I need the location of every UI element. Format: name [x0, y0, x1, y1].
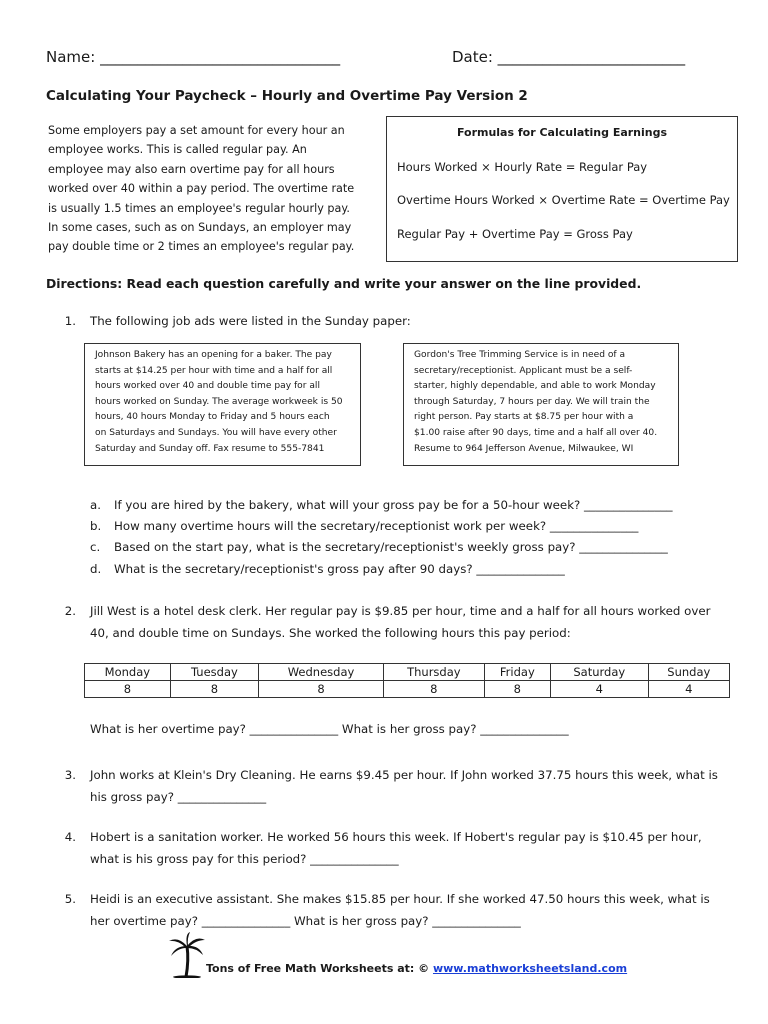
question-text: what is his gross pay for this period? _______________ — [90, 852, 399, 866]
footer-text: Tons of Free Math Worksheets at: © — [206, 962, 430, 975]
formula-gross-pay: Regular Pay + Overtime Pay = Gross Pay — [397, 227, 633, 241]
question-2 — [56, 600, 756, 644]
question-3 — [56, 764, 756, 808]
date-field: Date: _________________________ — [452, 48, 686, 66]
hours-cell: 4 — [550, 681, 648, 698]
hours-cell: 8 — [484, 681, 550, 698]
part-text: Based on the start pay, what is the secretary/receptionist's weekly gross pay? _______________ — [114, 540, 668, 554]
ad-line: starts at $14.25 per hour with time and a half for all — [95, 365, 333, 376]
question-text: The following job ads were listed in the Sunday paper: — [90, 314, 411, 328]
table-row — [85, 681, 730, 698]
day-header: Tuesday — [170, 664, 258, 681]
ad-line: through Saturday, 7 hours per day. We will train the — [414, 396, 650, 407]
question-5 — [56, 888, 756, 932]
palm-tree-icon — [168, 932, 206, 982]
question-text: John works at Klein's Dry Cleaning. He earns $9.45 per hour. If John worked 37.75 hours this week, what is — [90, 768, 718, 782]
day-header: Friday — [484, 664, 550, 681]
intro-line: worked over 40 within a pay period. The overtime rate — [48, 182, 355, 196]
part-text: What is the secretary/receptionist's gross pay after 90 days? _______________ — [114, 562, 565, 576]
ad-line: secretary/receptionist. Applicant must be a self- — [414, 365, 633, 376]
ad-line: Gordon's Tree Trimming Service is in need of a — [414, 350, 626, 360]
ad-line: Johnson Bakery has an opening for a baker. The pay — [95, 350, 332, 360]
question-text: Jill West is a hotel desk clerk. Her regular pay is $9.85 per hour, time and a half for all hours worked over — [90, 604, 711, 618]
intro-line: is usually 1.5 times an employee's regular hourly pay. — [48, 201, 350, 215]
intro-line: employee works. This is called regular pay. An — [48, 143, 307, 157]
ad-line: starter, highly dependable, and able to work Monday — [414, 381, 656, 392]
part-letter: c. — [90, 540, 101, 554]
ad-line: right person. Pay starts at $8.75 per hour with a — [414, 412, 634, 423]
intro-paragraph — [48, 121, 378, 257]
part-letter: b. — [90, 519, 102, 533]
question-text: Hobert is a sanitation worker. He worked 56 hours this week. If Hobert's regular pay is $10.45 per hour, — [90, 830, 702, 844]
question-text: her overtime pay? _______________ What is her gross pay? _______________ — [90, 914, 521, 928]
question-2-answer-line: What is her overtime pay? _______________ What is her gross pay? _______________ — [90, 722, 569, 736]
day-header: Thursday — [384, 664, 485, 681]
day-header: Monday — [85, 664, 171, 681]
question-1b — [90, 519, 638, 533]
ad-line: Resume to 964 Jefferson Avenue, Milwaukee, WI — [414, 443, 634, 454]
question-text: 40, and double time on Sundays. She worked the following hours this pay period: — [90, 626, 571, 640]
hours-cell: 4 — [648, 681, 729, 698]
question-text: his gross pay? _______________ — [90, 790, 267, 804]
part-letter: a. — [90, 498, 101, 512]
job-ad-tree-trimming — [403, 343, 679, 466]
ad-line: on Saturdays and Sundays. You will have every other — [95, 427, 337, 438]
directions: Directions: Read each question carefully and write your answer on the line provided. — [46, 276, 642, 291]
hours-cell: 8 — [85, 681, 171, 698]
part-text: How many overtime hours will the secretary/receptionist work per week? _______________ — [114, 519, 639, 533]
ad-line: $1.00 raise after 90 days, time and a half all over 40. — [414, 427, 658, 438]
worksheet-title: Calculating Your Paycheck – Hourly and Overtime Pay Version 2 — [46, 88, 528, 104]
question-number: 3. — [64, 768, 76, 782]
question-1c — [90, 540, 668, 554]
day-header: Saturday — [550, 664, 648, 681]
hours-table — [84, 663, 730, 698]
formulas-title: Formulas for Calculating Earnings — [456, 126, 668, 139]
question-1d — [90, 562, 565, 576]
part-text: If you are hired by the bakery, what will your gross pay be for a 50-hour week? _______________ — [114, 498, 673, 512]
intro-line: Some employers pay a set amount for every hour an — [48, 124, 345, 137]
part-letter: d. — [90, 562, 102, 576]
formulas-box — [386, 116, 738, 262]
intro-line: pay double time or 2 times an employee's regular pay. — [48, 240, 355, 254]
hours-cell: 8 — [259, 681, 384, 698]
formula-overtime-pay: Overtime Hours Worked × Overtime Rate = Overtime Pay — [397, 193, 730, 207]
hours-cell: 8 — [384, 681, 485, 698]
name-field: Name: ________________________________ — [46, 48, 341, 66]
intro-line: employee may also earn overtime pay for all hours — [48, 162, 335, 176]
question-number: 1. — [64, 314, 76, 328]
question-number: 5. — [64, 892, 76, 906]
ad-line: hours worked on Sunday. The average workweek is 50 — [95, 396, 343, 407]
footer — [206, 962, 627, 975]
job-ad-bakery — [84, 343, 361, 466]
formula-regular-pay: Hours Worked × Hourly Rate = Regular Pay — [397, 160, 648, 174]
hours-cell: 8 — [170, 681, 258, 698]
question-number: 2. — [64, 604, 76, 618]
question-1a — [90, 498, 673, 512]
intro-line: In some cases, such as on Sundays, an employer may — [48, 221, 352, 235]
question-text: Heidi is an executive assistant. She makes $15.85 per hour. If she worked 47.50 hours this week, what is — [90, 892, 710, 906]
ad-line: hours, 40 hours Monday to Friday and 5 hours each — [95, 412, 330, 423]
day-header: Sunday — [648, 664, 729, 681]
question-4 — [56, 826, 756, 870]
ad-line: Saturday and Sunday off. Fax resume to 555-7841 — [95, 443, 325, 454]
ad-line: hours worked over 40 and double time pay for all — [95, 381, 320, 392]
footer-link[interactable]: www.mathworksheetsland.com — [432, 962, 628, 975]
question-number: 4. — [64, 830, 76, 844]
table-row — [85, 664, 730, 681]
day-header: Wednesday — [259, 664, 384, 681]
